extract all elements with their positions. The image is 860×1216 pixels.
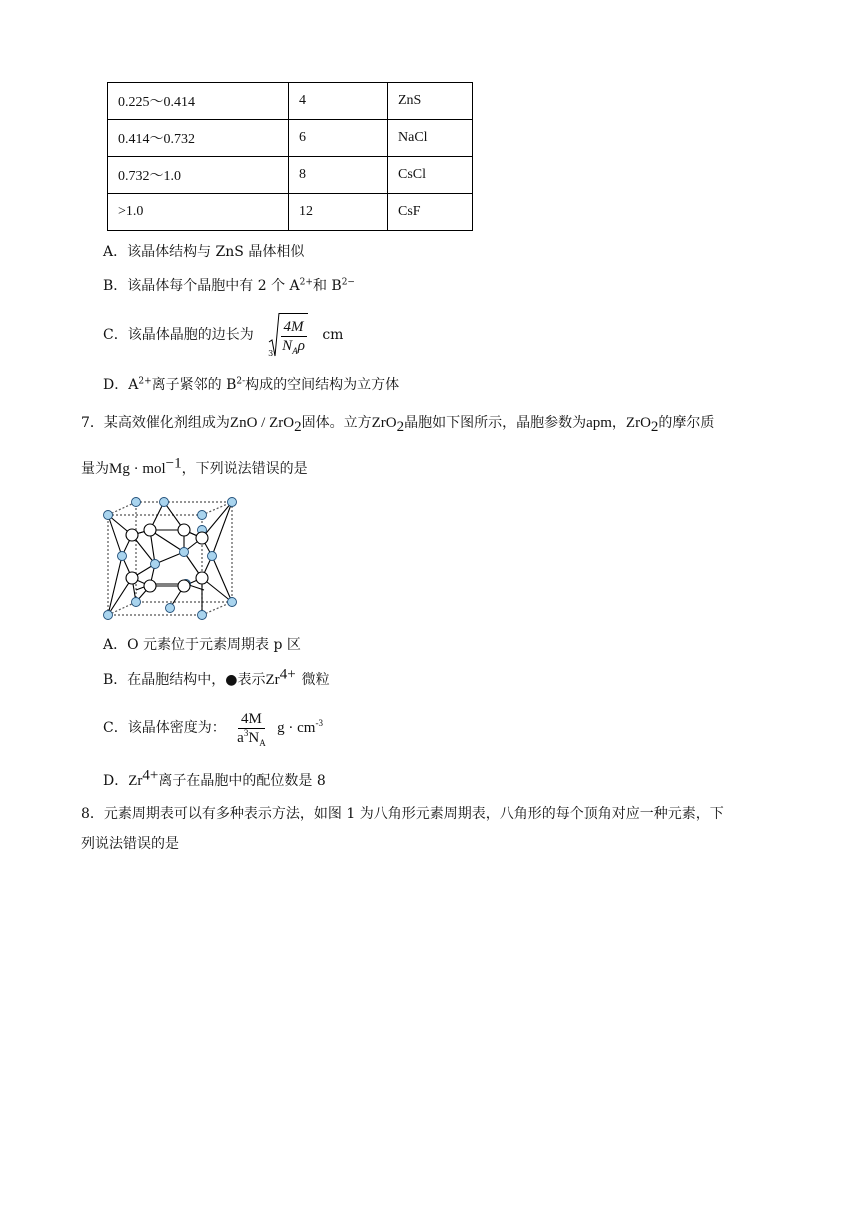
q8-stem-line-2: 列说法错误的是 [81, 836, 179, 852]
table-row [108, 120, 473, 157]
table-cell: ZnS [388, 83, 473, 120]
radius-ratio-table [107, 82, 473, 231]
table-cell: 12 [289, 194, 388, 231]
table-cell: NaCl [388, 120, 473, 157]
table-cell: 8 [289, 157, 388, 194]
table-cell: CsCl [388, 157, 473, 194]
cube-root-expression: 3 $\frac{4M}{N_A\rho}$ [268, 312, 308, 358]
table-cell: 0.414～0.732 [108, 120, 289, 157]
zro2-unit-cell-diagram [96, 490, 242, 622]
table-row [108, 83, 473, 120]
q7-stem-line-2: 量为Mg · mol$^{-1}$，下列说法错误的是 [81, 455, 308, 477]
table-cell: CsF [388, 194, 473, 231]
density-fraction: $\frac{4M}{a^3N_A}$ [237, 710, 266, 748]
q6-option-a: A．该晶体结构与 ZnS 晶体相似 [103, 244, 305, 260]
q7-option-d: D．$Zr^{4+}$离子在晶胞中的配位数是 8 [103, 767, 326, 789]
q8-stem-line-1: 8．元素周期表可以有多种表示方法，如图 1 为八角形元素周期表，八角形的每个顶角对应一种元素，下 [81, 806, 724, 822]
table-cell: 0.225～0.414 [108, 83, 289, 120]
table-cell: 4 [289, 83, 388, 120]
q6-option-d: D．$A^{2+}$离子紧邻的 $B^{2-}$构成的空间结构为立方体 [103, 376, 400, 393]
table-row [108, 194, 473, 231]
table-cell: 6 [289, 120, 388, 157]
q7-option-a: A．O 元素位于元素周期表 p 区 [103, 637, 301, 653]
q6-option-c: C．该晶体晶胞的边长为 3 $\frac{4M}{N_A\rho}$ cm [103, 312, 343, 358]
table-cell: >1.0 [108, 194, 289, 231]
q7-option-c: C．该晶体密度为： $\frac{4M}{a^3N_A}$ $g \cdot cm^{-3}$ [103, 710, 323, 748]
table-cell: 0.732～1.0 [108, 157, 289, 194]
table-row [108, 157, 473, 194]
q7-stem-line-1: 7．某高效催化剂组成为ZnO / ZrO$_2$固体。立方ZrO$_2$晶胞如下图所示，晶胞参数为apm，ZrO$_2$的摩尔质 [81, 415, 715, 435]
q6-option-b: B．该晶体每个晶胞中有 2 个 $A^{2+}$和 $B^{2-}$ [103, 277, 355, 294]
q7-option-b: B．在晶胞结构中，●表示$Zr^{4+}$ 微粒 [103, 666, 330, 688]
